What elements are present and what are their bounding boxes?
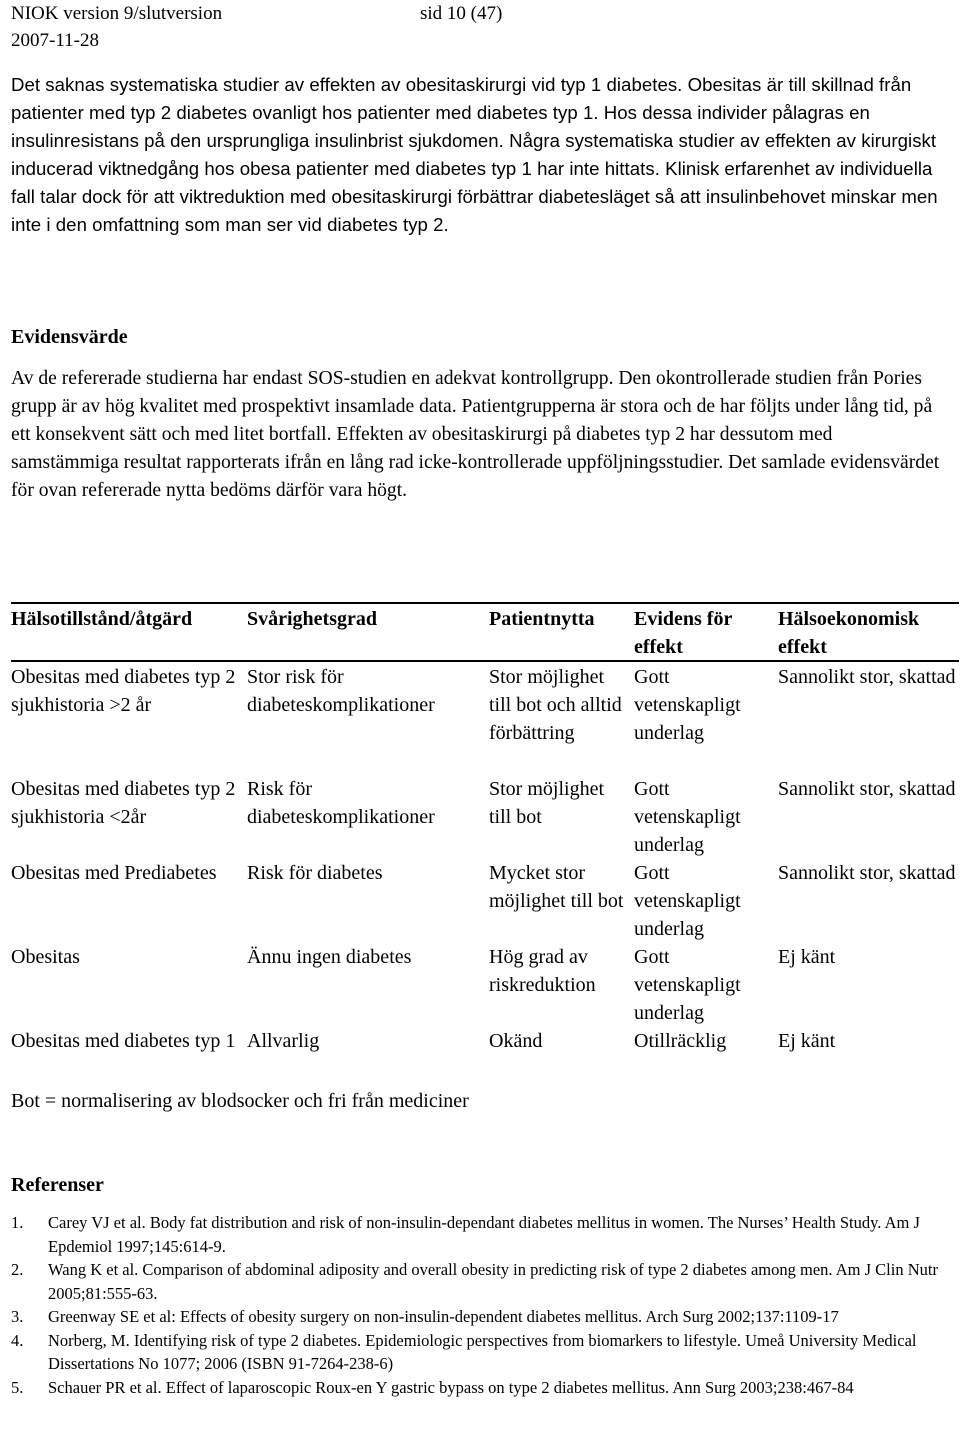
reference-text: Wang K et al. Comparison of abdominal adiposity and overall obesity in predicting risk of type 2 diabetes among men. Am J Clin Nutr 2005;81:555-63.	[48, 1260, 938, 1303]
table-cell: Allvarlig	[247, 1030, 320, 1052]
table-cell: Ännu ingen diabetes	[247, 946, 412, 968]
table-cell: Otillräcklig	[634, 1030, 727, 1052]
table-cell: Obesitas med Prediabetes	[11, 862, 217, 884]
table-cell: Okänd	[489, 1030, 543, 1052]
references-list	[11, 1211, 951, 1399]
references-heading: Referenser	[11, 1174, 104, 1196]
table-cell: Sannolikt stor, skattad	[778, 778, 956, 800]
list-item	[11, 1211, 951, 1258]
reference-text: Schauer PR et al. Effect of laparoscopic Roux-en Y gastric bypass on type 2 diabetes mellitus. Ann Surg 2003;238:467-84	[48, 1377, 854, 1397]
table-top-rule	[11, 602, 959, 604]
table-header-rule	[11, 660, 959, 662]
header-svarighetsgrad: Svårighetsgrad	[247, 608, 377, 630]
reference-number: 5.	[11, 1377, 24, 1397]
table-cell: Obesitas med diabetes typ 2 sjukhistoria >2 år	[11, 666, 236, 716]
reference-text: Carey VJ et al. Body fat distribution and risk of non-insulin-dependant diabetes mellitus in women. The Nurses’ Health Study. Am J Epdemiol 1997;145:614-9.	[48, 1213, 920, 1256]
header-halsotillstand: Hälsotillstånd/åtgärd	[11, 608, 193, 630]
document-version: NIOK version 9/slutversion	[11, 3, 223, 24]
table-cell: Ej känt	[778, 946, 836, 968]
list-item	[11, 1258, 951, 1305]
table-cell: Hög grad av riskreduktion	[489, 946, 596, 996]
table-cell: Stor möjlighet till bot	[489, 778, 604, 828]
page-number: sid 10 (47)	[420, 3, 503, 24]
evidens-heading: Evidensvärde	[11, 326, 128, 348]
table-cell: Sannolikt stor, skattad	[778, 862, 956, 884]
table-cell: Gott vetenskapligt underlag	[634, 778, 741, 856]
reference-number: 4.	[11, 1330, 24, 1350]
table-cell: Obesitas med diabetes typ 1	[11, 1030, 236, 1052]
intro-paragraph: Det saknas systematiska studier av effekten av obesitaskirurgi vid typ 1 diabetes. Obesitas är till skillnad från patienter med typ 2 diabetes ovanligt hos patienter med diabetes typ 1. Hos dessa individer pålagras en insulinresistans på den ursprungliga insulinbrist sjukdomen. Några systematiska studier av effekten av kirurgiskt inducerad viktnedgång hos obesa patienter med diabetes typ 1 har inte hittats. Klinisk erfarenhet av individuella fall talar dock för att viktreduktion med obesitaskirurgi förbättrar diabetesläget så att insulinbehovet minskar men inte i den omfattning som man ser vid diabetes typ 2.	[11, 74, 938, 235]
table-cell: Gott vetenskapligt underlag	[634, 946, 741, 1024]
table-cell: Gott vetenskapligt underlag	[634, 862, 741, 940]
table-cell: Ej känt	[778, 1030, 836, 1052]
reference-text: Greenway SE et al: Effects of obesity surgery on non-insulin-dependent diabetes mellitus. Arch Surg 2002;137:1109-17	[48, 1307, 839, 1326]
table-cell: Stor risk för diabeteskomplikationer	[247, 666, 435, 716]
list-item	[11, 1376, 951, 1400]
table-cell: Risk för diabetes	[247, 862, 383, 884]
document-date: 2007-11-28	[11, 30, 99, 51]
list-item	[11, 1305, 951, 1329]
reference-number: 1.	[11, 1213, 24, 1232]
evidens-paragraph: Av de refererade studierna har endast SOS-studien en adekvat kontrollgrupp. Den okontrollerade studien från Pories grupp är av hög kvalitet med prospektivt insamlade data. Patientgrupperna är stora och de har följts under lång tid, på ett konsekvent sätt och med litet bortfall. Effekten av obesitaskirurgi på diabetes typ 2 har dessutom med samstämmiga resultat rapporterats ifrån en lång rad icke-kontrollerade uppföljningsstudier. Det samlade evidensvärdet för ovan refererade nytta bedöms därför vara högt.	[11, 368, 940, 501]
table-cell: Stor möjlighet till bot och alltid förbättring	[489, 666, 622, 744]
reference-number: 3.	[11, 1307, 24, 1326]
header-halsoekonomisk: Hälsoekonomisk effekt	[778, 608, 920, 658]
header-patientnytta: Patientnytta	[489, 608, 595, 630]
header-evidens: Evidens för effekt	[634, 608, 732, 658]
page-header	[11, 0, 951, 56]
table-footnote: Bot = normalisering av blodsocker och fri från mediciner	[11, 1090, 469, 1112]
list-item	[11, 1329, 951, 1376]
table-cell: Gott vetenskapligt underlag	[634, 666, 741, 744]
table-cell: Mycket stor möjlighet till bot	[489, 862, 624, 912]
table-cell: Obesitas med diabetes typ 2 sjukhistoria <2år	[11, 778, 236, 828]
table-cell: Obesitas	[11, 946, 80, 968]
reference-number: 2.	[11, 1260, 24, 1279]
reference-text: Norberg, M. Identifying risk of type 2 diabetes. Epidemiologic perspectives from biomarkers to lifestyle. Umeå University Medical Dissertations No 1077; 2006 (ISBN 91-7264-238-6)	[48, 1330, 917, 1373]
table-cell: Sannolikt stor, skattad	[778, 666, 956, 688]
table-cell: Risk för diabeteskomplikationer	[247, 778, 435, 828]
